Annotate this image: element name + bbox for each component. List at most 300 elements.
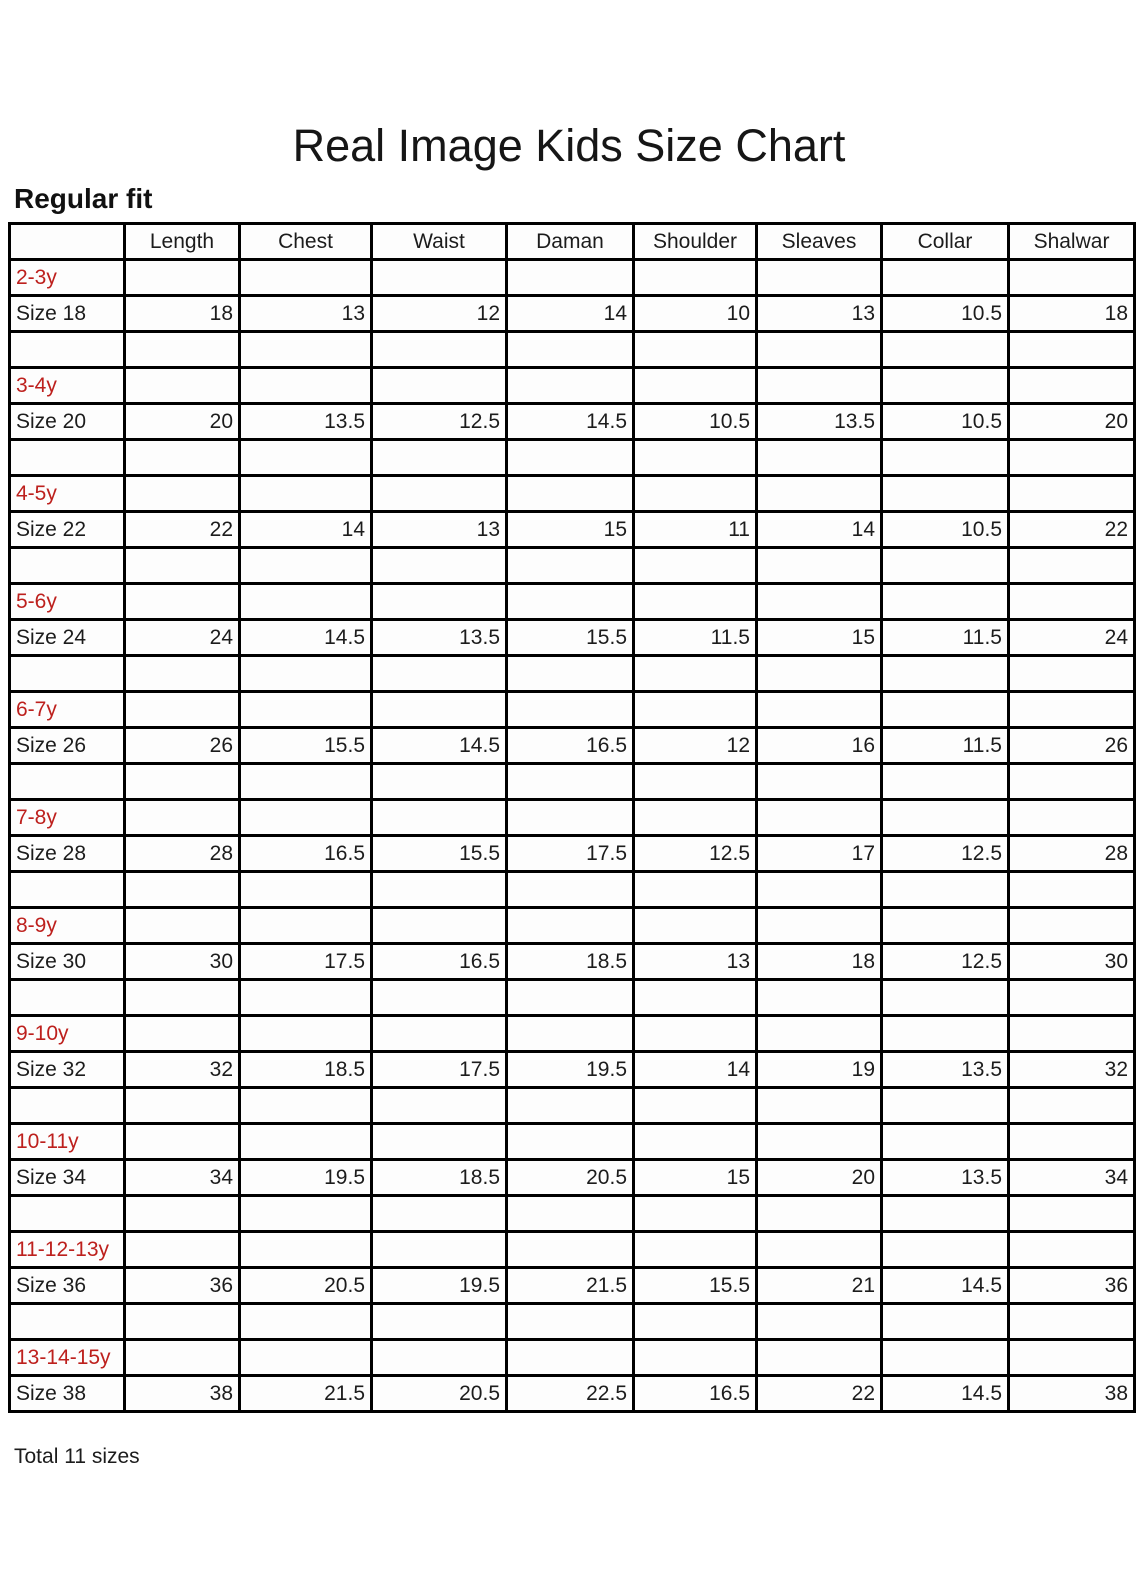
- measurement-value: 38: [125, 1376, 240, 1412]
- blank-cell: [882, 368, 1009, 404]
- blank-cell: [240, 332, 372, 368]
- blank-cell: [125, 1088, 240, 1124]
- size-data-row: [10, 620, 1135, 656]
- blank-cell: [757, 368, 882, 404]
- blank-cell: [372, 908, 507, 944]
- blank-cell: [240, 764, 372, 800]
- blank-cell: [634, 440, 757, 476]
- measurement-value: 14.5: [882, 1268, 1009, 1304]
- measurement-value: 13: [372, 512, 507, 548]
- blank-cell: [882, 548, 1009, 584]
- size-chart-table: [8, 222, 1136, 1413]
- age-group-label: 3-4y: [10, 368, 125, 404]
- blank-cell: [634, 260, 757, 296]
- blank-cell: [507, 908, 634, 944]
- blank-cell: [1009, 1340, 1135, 1376]
- measurement-value: 13: [240, 296, 372, 332]
- blank-cell: [882, 980, 1009, 1016]
- blank-cell: [1009, 1124, 1135, 1160]
- blank-cell: [240, 1088, 372, 1124]
- blank-cell: [240, 368, 372, 404]
- measurement-value: 10: [634, 296, 757, 332]
- blank-cell: [372, 368, 507, 404]
- blank-cell: [507, 1232, 634, 1268]
- measurement-value: 34: [125, 1160, 240, 1196]
- age-group-label: 6-7y: [10, 692, 125, 728]
- blank-cell: [240, 584, 372, 620]
- blank-cell: [125, 692, 240, 728]
- blank-cell: [507, 548, 634, 584]
- blank-cell: [125, 656, 240, 692]
- blank-cell: [757, 1016, 882, 1052]
- blank-cell: [757, 332, 882, 368]
- measurement-value: 11.5: [882, 728, 1009, 764]
- header-row: [10, 224, 1135, 260]
- measurement-value: 34: [1009, 1160, 1135, 1196]
- blank-cell: [882, 656, 1009, 692]
- measurement-value: 12.5: [372, 404, 507, 440]
- measurement-value: 19.5: [507, 1052, 634, 1088]
- measurement-value: 12: [372, 296, 507, 332]
- measurement-value: 32: [125, 1052, 240, 1088]
- blank-cell: [882, 1340, 1009, 1376]
- measurement-value: 17: [757, 836, 882, 872]
- blank-cell: [507, 368, 634, 404]
- age-group-label: 11-12-13y: [10, 1232, 125, 1268]
- spacer-row: [10, 872, 1135, 908]
- blank-cell: [372, 1232, 507, 1268]
- measurement-value: 10.5: [634, 404, 757, 440]
- measurement-value: 20: [1009, 404, 1135, 440]
- table-body: [10, 260, 1135, 1412]
- blank-cell: [507, 1016, 634, 1052]
- blank-cell: [882, 332, 1009, 368]
- blank-cell: [757, 1196, 882, 1232]
- size-label: Size 34: [10, 1160, 125, 1196]
- blank-cell: [125, 800, 240, 836]
- blank-cell: [1009, 1304, 1135, 1340]
- blank-cell: [634, 548, 757, 584]
- measurement-value: 11.5: [882, 620, 1009, 656]
- size-label: Size 18: [10, 296, 125, 332]
- blank-cell: [125, 1340, 240, 1376]
- blank-cell: [634, 332, 757, 368]
- size-label: Size 24: [10, 620, 125, 656]
- size-data-row: [10, 1160, 1135, 1196]
- size-label: Size 38: [10, 1376, 125, 1412]
- blank-cell: [882, 1196, 1009, 1232]
- measurement-value: 20.5: [240, 1268, 372, 1304]
- blank-cell: [10, 656, 125, 692]
- blank-cell: [757, 476, 882, 512]
- size-data-row: [10, 1268, 1135, 1304]
- total-sizes-label: Total 11 sizes: [14, 1445, 140, 1468]
- size-data-row: [10, 944, 1135, 980]
- age-group-row: [10, 1340, 1135, 1376]
- measurement-value: 18.5: [240, 1052, 372, 1088]
- blank-cell: [125, 332, 240, 368]
- blank-cell: [1009, 584, 1135, 620]
- blank-cell: [507, 332, 634, 368]
- age-group-row: [10, 1016, 1135, 1052]
- age-group-label: 7-8y: [10, 800, 125, 836]
- blank-cell: [634, 800, 757, 836]
- blank-cell: [240, 980, 372, 1016]
- blank-cell: [882, 800, 1009, 836]
- blank-cell: [125, 1232, 240, 1268]
- blank-cell: [10, 1088, 125, 1124]
- measurement-value: 18: [757, 944, 882, 980]
- blank-cell: [634, 1196, 757, 1232]
- blank-cell: [1009, 332, 1135, 368]
- measurement-value: 28: [1009, 836, 1135, 872]
- spacer-row: [10, 980, 1135, 1016]
- blank-cell: [240, 1304, 372, 1340]
- size-data-row: [10, 404, 1135, 440]
- measurement-value: 30: [125, 944, 240, 980]
- blank-cell: [507, 800, 634, 836]
- blank-cell: [882, 692, 1009, 728]
- measurement-value: 26: [1009, 728, 1135, 764]
- blank-cell: [1009, 260, 1135, 296]
- blank-cell: [757, 584, 882, 620]
- blank-cell: [240, 872, 372, 908]
- blank-cell: [634, 656, 757, 692]
- blank-cell: [634, 980, 757, 1016]
- age-group-row: [10, 476, 1135, 512]
- blank-cell: [372, 584, 507, 620]
- blank-cell: [882, 1016, 1009, 1052]
- blank-cell: [634, 1232, 757, 1268]
- blank-cell: [757, 1088, 882, 1124]
- size-label: Size 28: [10, 836, 125, 872]
- measurement-value: 24: [125, 620, 240, 656]
- blank-cell: [10, 1304, 125, 1340]
- measurement-value: 13.5: [757, 404, 882, 440]
- blank-cell: [240, 476, 372, 512]
- spacer-row: [10, 656, 1135, 692]
- blank-cell: [882, 1304, 1009, 1340]
- age-group-row: [10, 1124, 1135, 1160]
- blank-cell: [757, 440, 882, 476]
- blank-cell: [757, 548, 882, 584]
- blank-cell: [757, 1232, 882, 1268]
- measurement-value: 19: [757, 1052, 882, 1088]
- blank-cell: [882, 908, 1009, 944]
- measurement-value: 10.5: [882, 404, 1009, 440]
- blank-cell: [757, 872, 882, 908]
- blank-cell: [372, 440, 507, 476]
- blank-cell: [125, 872, 240, 908]
- measurement-value: 21: [757, 1268, 882, 1304]
- measurement-value: 22: [757, 1376, 882, 1412]
- measurement-value: 15: [757, 620, 882, 656]
- blank-cell: [240, 1016, 372, 1052]
- spacer-row: [10, 1088, 1135, 1124]
- size-label: Size 32: [10, 1052, 125, 1088]
- spacer-row: [10, 1304, 1135, 1340]
- measurement-value: 22: [125, 512, 240, 548]
- blank-cell: [757, 1124, 882, 1160]
- size-label: Size 20: [10, 404, 125, 440]
- age-group-label: 8-9y: [10, 908, 125, 944]
- blank-cell: [757, 692, 882, 728]
- measurement-value: 15: [507, 512, 634, 548]
- measurement-value: 12.5: [882, 944, 1009, 980]
- measurement-value: 16.5: [372, 944, 507, 980]
- blank-cell: [240, 260, 372, 296]
- measurement-value: 18.5: [372, 1160, 507, 1196]
- age-group-row: [10, 800, 1135, 836]
- size-data-row: [10, 296, 1135, 332]
- blank-cell: [1009, 440, 1135, 476]
- measurement-value: 16.5: [634, 1376, 757, 1412]
- blank-cell: [240, 800, 372, 836]
- blank-cell: [372, 1304, 507, 1340]
- age-group-row: [10, 908, 1135, 944]
- measurement-value: 19.5: [240, 1160, 372, 1196]
- blank-cell: [372, 1340, 507, 1376]
- blank-cell: [372, 980, 507, 1016]
- blank-cell: [372, 764, 507, 800]
- blank-cell: [1009, 1196, 1135, 1232]
- measurement-value: 15.5: [634, 1268, 757, 1304]
- blank-cell: [507, 1124, 634, 1160]
- column-header-daman: Daman: [507, 224, 634, 260]
- page-title: Real Image Kids Size Chart: [292, 120, 846, 171]
- measurement-value: 16: [757, 728, 882, 764]
- blank-cell: [1009, 872, 1135, 908]
- column-header-blank: [10, 224, 125, 260]
- size-label: Size 26: [10, 728, 125, 764]
- measurement-value: 24: [1009, 620, 1135, 656]
- measurement-value: 14: [507, 296, 634, 332]
- blank-cell: [507, 1340, 634, 1376]
- blank-cell: [372, 260, 507, 296]
- blank-cell: [757, 800, 882, 836]
- blank-cell: [1009, 656, 1135, 692]
- age-group-label: 10-11y: [10, 1124, 125, 1160]
- blank-cell: [240, 1124, 372, 1160]
- measurement-value: 13.5: [882, 1052, 1009, 1088]
- measurement-value: 12: [634, 728, 757, 764]
- blank-cell: [757, 764, 882, 800]
- blank-cell: [634, 1124, 757, 1160]
- age-group-label: 13-14-15y: [10, 1340, 125, 1376]
- column-header-collar: Collar: [882, 224, 1009, 260]
- measurement-value: 12.5: [882, 836, 1009, 872]
- blank-cell: [1009, 692, 1135, 728]
- spacer-row: [10, 1196, 1135, 1232]
- blank-cell: [634, 764, 757, 800]
- blank-cell: [1009, 908, 1135, 944]
- measurement-value: 18.5: [507, 944, 634, 980]
- age-group-row: [10, 368, 1135, 404]
- measurement-value: 14.5: [240, 620, 372, 656]
- blank-cell: [125, 1016, 240, 1052]
- blank-cell: [1009, 548, 1135, 584]
- blank-cell: [1009, 476, 1135, 512]
- measurement-value: 36: [1009, 1268, 1135, 1304]
- measurement-value: 14: [634, 1052, 757, 1088]
- blank-cell: [1009, 764, 1135, 800]
- measurement-value: 13.5: [240, 404, 372, 440]
- blank-cell: [240, 908, 372, 944]
- measurement-value: 19.5: [372, 1268, 507, 1304]
- blank-cell: [125, 764, 240, 800]
- blank-cell: [882, 1088, 1009, 1124]
- blank-cell: [372, 656, 507, 692]
- blank-cell: [372, 800, 507, 836]
- blank-cell: [882, 872, 1009, 908]
- size-data-row: [10, 512, 1135, 548]
- size-data-row: [10, 728, 1135, 764]
- blank-cell: [882, 1124, 1009, 1160]
- blank-cell: [125, 980, 240, 1016]
- measurement-value: 10.5: [882, 296, 1009, 332]
- measurement-value: 12.5: [634, 836, 757, 872]
- blank-cell: [1009, 1232, 1135, 1268]
- age-group-label: 9-10y: [10, 1016, 125, 1052]
- spacer-row: [10, 332, 1135, 368]
- blank-cell: [125, 1196, 240, 1232]
- measurement-value: 13.5: [372, 620, 507, 656]
- age-group-row: [10, 260, 1135, 296]
- measurement-value: 20: [125, 404, 240, 440]
- blank-cell: [1009, 368, 1135, 404]
- blank-cell: [372, 548, 507, 584]
- measurement-value: 15.5: [507, 620, 634, 656]
- blank-cell: [10, 1196, 125, 1232]
- measurement-value: 20: [757, 1160, 882, 1196]
- blank-cell: [372, 1124, 507, 1160]
- measurement-value: 32: [1009, 1052, 1135, 1088]
- measurement-value: 21.5: [507, 1268, 634, 1304]
- blank-cell: [882, 476, 1009, 512]
- blank-cell: [372, 1088, 507, 1124]
- blank-cell: [372, 332, 507, 368]
- blank-cell: [757, 980, 882, 1016]
- column-header-shalwar: Shalwar: [1009, 224, 1135, 260]
- blank-cell: [882, 260, 1009, 296]
- blank-cell: [507, 584, 634, 620]
- blank-cell: [372, 1196, 507, 1232]
- blank-cell: [757, 260, 882, 296]
- blank-cell: [240, 548, 372, 584]
- measurement-value: 13: [634, 944, 757, 980]
- blank-cell: [634, 872, 757, 908]
- blank-cell: [10, 548, 125, 584]
- blank-cell: [507, 1088, 634, 1124]
- measurement-value: 17.5: [240, 944, 372, 980]
- blank-cell: [507, 692, 634, 728]
- size-label: Size 36: [10, 1268, 125, 1304]
- age-group-label: 5-6y: [10, 584, 125, 620]
- measurement-value: 22: [1009, 512, 1135, 548]
- size-label: Size 30: [10, 944, 125, 980]
- measurement-value: 15.5: [372, 836, 507, 872]
- blank-cell: [240, 440, 372, 476]
- blank-cell: [634, 368, 757, 404]
- blank-cell: [507, 1304, 634, 1340]
- blank-cell: [634, 692, 757, 728]
- blank-cell: [1009, 1016, 1135, 1052]
- spacer-row: [10, 764, 1135, 800]
- blank-cell: [240, 1340, 372, 1376]
- measurement-value: 18: [1009, 296, 1135, 332]
- blank-cell: [507, 764, 634, 800]
- measurement-value: 17.5: [507, 836, 634, 872]
- blank-cell: [372, 692, 507, 728]
- measurement-value: 16.5: [507, 728, 634, 764]
- measurement-value: 14.5: [372, 728, 507, 764]
- size-label: Size 22: [10, 512, 125, 548]
- measurement-value: 13: [757, 296, 882, 332]
- blank-cell: [634, 476, 757, 512]
- blank-cell: [125, 548, 240, 584]
- blank-cell: [125, 1124, 240, 1160]
- blank-cell: [10, 764, 125, 800]
- size-data-row: [10, 1052, 1135, 1088]
- blank-cell: [634, 1016, 757, 1052]
- blank-cell: [757, 656, 882, 692]
- measurement-value: 20.5: [372, 1376, 507, 1412]
- blank-cell: [507, 440, 634, 476]
- column-header-shoulder: Shoulder: [634, 224, 757, 260]
- blank-cell: [240, 1232, 372, 1268]
- measurement-value: 18: [125, 296, 240, 332]
- measurement-value: 17.5: [372, 1052, 507, 1088]
- table-header: [10, 224, 1135, 260]
- blank-cell: [240, 656, 372, 692]
- spacer-row: [10, 548, 1135, 584]
- measurement-value: 36: [125, 1268, 240, 1304]
- blank-cell: [634, 1088, 757, 1124]
- age-group-row: [10, 584, 1135, 620]
- blank-cell: [1009, 980, 1135, 1016]
- spacer-row: [10, 440, 1135, 476]
- blank-cell: [125, 368, 240, 404]
- age-group-label: 4-5y: [10, 476, 125, 512]
- blank-cell: [882, 584, 1009, 620]
- age-group-row: [10, 692, 1135, 728]
- blank-cell: [507, 980, 634, 1016]
- blank-cell: [757, 1304, 882, 1340]
- measurement-value: 14.5: [507, 404, 634, 440]
- blank-cell: [882, 1232, 1009, 1268]
- column-header-chest: Chest: [240, 224, 372, 260]
- blank-cell: [757, 908, 882, 944]
- measurement-value: 20.5: [507, 1160, 634, 1196]
- blank-cell: [634, 908, 757, 944]
- measurement-value: 16.5: [240, 836, 372, 872]
- blank-cell: [125, 1304, 240, 1340]
- size-data-row: [10, 1376, 1135, 1412]
- blank-cell: [1009, 1088, 1135, 1124]
- measurement-value: 13.5: [882, 1160, 1009, 1196]
- blank-cell: [507, 476, 634, 512]
- measurement-value: 15.5: [240, 728, 372, 764]
- blank-cell: [757, 1340, 882, 1376]
- blank-cell: [240, 1196, 372, 1232]
- blank-cell: [10, 332, 125, 368]
- blank-cell: [125, 908, 240, 944]
- blank-cell: [634, 584, 757, 620]
- measurement-value: 30: [1009, 944, 1135, 980]
- blank-cell: [125, 440, 240, 476]
- blank-cell: [372, 872, 507, 908]
- measurement-value: 11: [634, 512, 757, 548]
